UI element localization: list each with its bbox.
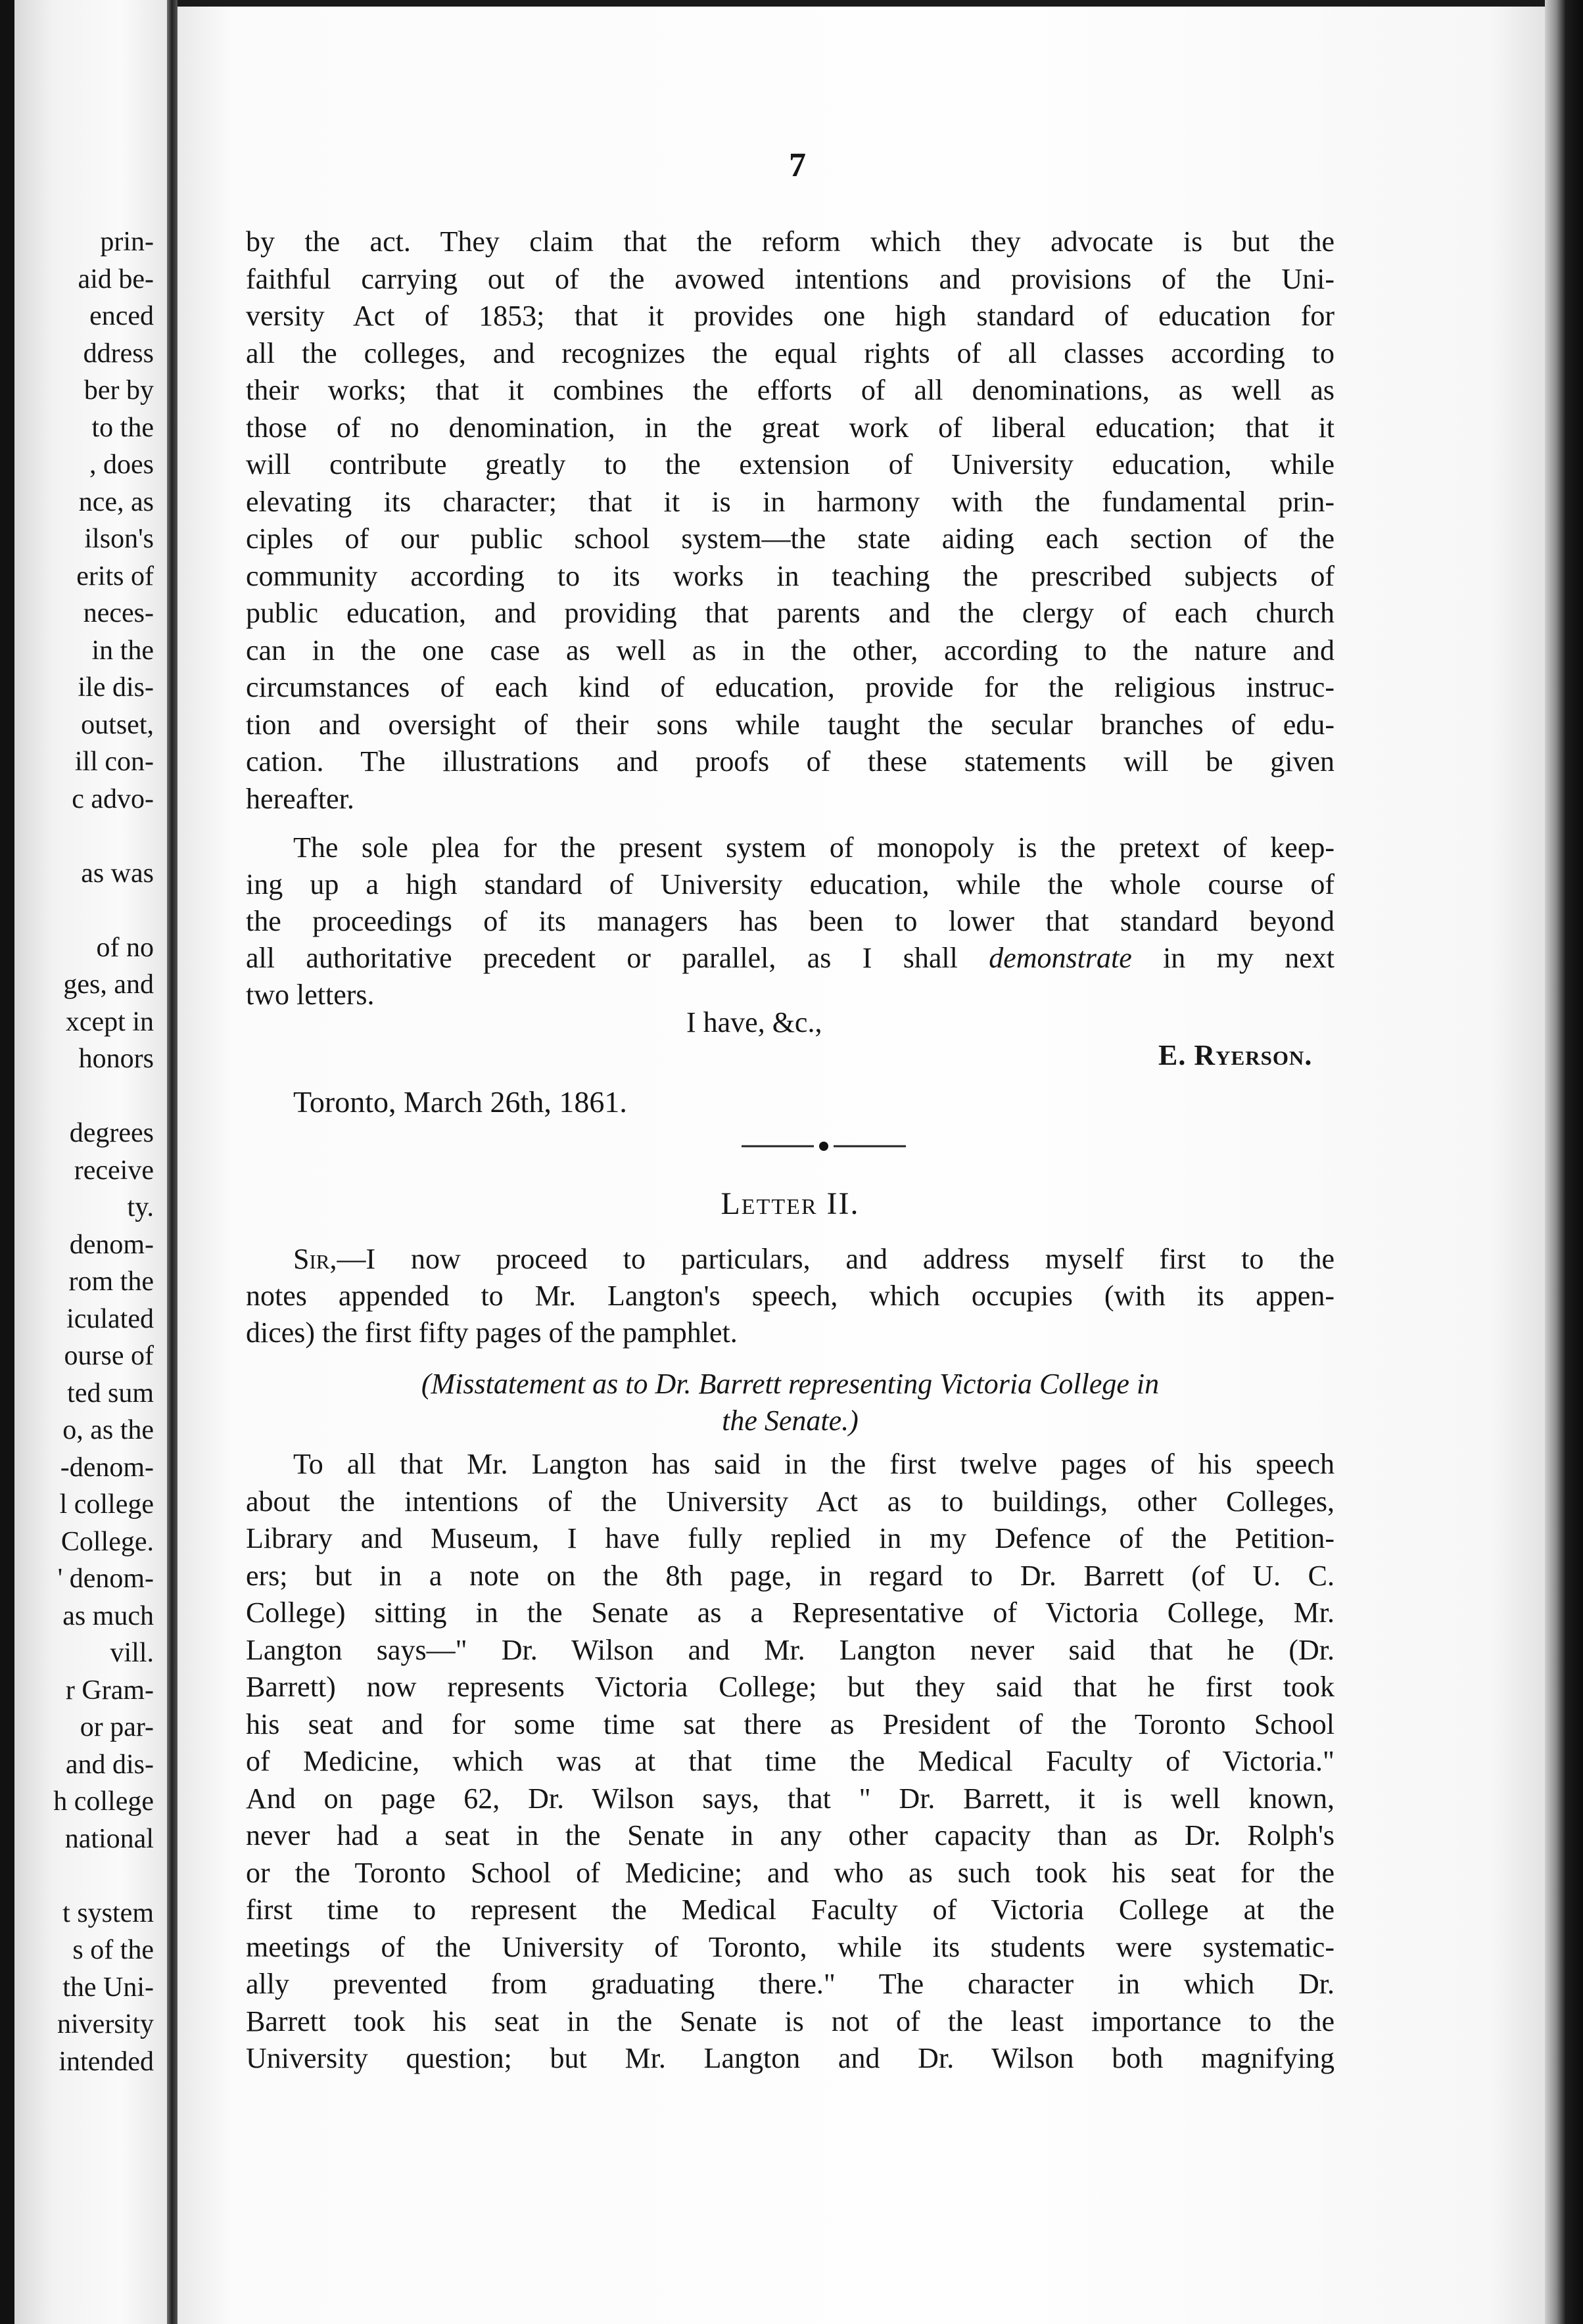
left-page-text-fragment: ourse of <box>64 1341 154 1371</box>
paragraph-2-line: two letters. <box>246 979 375 1011</box>
paragraph-1-line: all the colleges, and recognizes the equal rights of all classes according to <box>246 337 1335 369</box>
left-page-text-fragment: ty. <box>127 1192 154 1222</box>
paragraph-2-line: The sole plea for the present system of monopoly is the pretext of keep- <box>293 831 1335 864</box>
paragraph-4-line: first time to represent the Medical Faculty of Victoria College at the <box>246 1894 1335 1926</box>
paragraph-3-line: dices) the first fifty pages of the pamphlet. <box>246 1316 738 1349</box>
left-page-text-fragment: xcept in <box>65 1007 154 1037</box>
paragraph-1-line: faithful carrying out of the avowed intentions and provisions of the Uni- <box>246 263 1335 295</box>
section-divider-ornament <box>742 1140 906 1153</box>
left-page-text-fragment: nce, as <box>78 487 154 517</box>
paragraph-1-line: versity Act of 1853; that it provides one high standard of education for <box>246 300 1335 332</box>
left-page-text-fragment: as was <box>81 858 154 889</box>
closing-salutation: I have, &c., <box>686 1006 822 1038</box>
scan-border-top <box>177 0 1583 7</box>
salutation: Sir, <box>293 1243 337 1275</box>
left-page-text-fragment: ted sum <box>67 1378 154 1408</box>
paragraph-4-line: never had a seat in the Senate in any other capacity than as Dr. Rolph's <box>246 1819 1335 1851</box>
left-page-text-fragment <box>154 1078 167 1115</box>
left-page-text-fragment: o, as the <box>62 1415 154 1445</box>
subheading-line: the Senate.) <box>722 1405 859 1437</box>
heading-rest: etter II. <box>741 1186 860 1221</box>
paragraph-4-line: ers; but in a note on the 8th page, in regard to Dr. Barrett (of U. C. <box>246 1560 1335 1592</box>
left-page-text-fragment: ddress <box>83 338 154 369</box>
paragraph-4-line: Langton says—" Dr. Wilson and Mr. Langton never said that he (Dr. <box>246 1634 1335 1666</box>
paragraph-1-line: cation. The illustrations and proofs of these statements will be given <box>246 745 1335 778</box>
heading-initial: L <box>721 1186 742 1221</box>
left-page-text-fragment: neces- <box>83 598 154 628</box>
left-page-text-fragment: -denom- <box>60 1452 154 1483</box>
left-page-text-fragment: niversity <box>57 2009 154 2039</box>
left-page-text-fragment: t system <box>62 1898 154 1928</box>
left-page-text-fragment: , does <box>89 450 154 480</box>
left-page-text-fragment: ilson's <box>84 524 154 554</box>
paragraph-4-line: Barrett took his seat in the Senate is not of the least importance to the <box>246 2005 1335 2037</box>
paragraph-4-line: Barrett) now represents Victoria College; but they said that he first took <box>246 1671 1335 1703</box>
paragraph-1-line: community according to its works in teaching the prescribed subjects of <box>246 560 1335 592</box>
left-page-text-fragment: honors <box>78 1044 154 1074</box>
paragraph-1-line: by the act. They claim that the reform which they advocate is but the <box>246 225 1335 258</box>
left-page-text-fragment: enced <box>89 301 154 331</box>
paragraph-2-line: the proceedings of its managers has been to lower that standard beyond <box>246 905 1335 937</box>
letter-heading <box>246 1186 1335 1222</box>
paragraph-1-line: tion and oversight of their sons while taught the secular branches of edu- <box>246 709 1335 741</box>
paragraph-1-line: will contribute greatly to the extension of University education, while <box>246 448 1335 480</box>
paragraph-4-line: or the Toronto School of Medicine; and who as such took his seat for the <box>246 1857 1335 1889</box>
paragraph-3-line: notes appended to Mr. Langton's speech, which occupies (with its appen- <box>246 1280 1335 1312</box>
paragraph-1-line: those of no denomination, in the great work of liberal education; that it <box>246 411 1335 444</box>
paragraph-1-line: public education, and providing that parents and the clergy of each church <box>246 597 1335 629</box>
paragraph-4-line: his seat and for some time sat there as President of the Toronto School <box>246 1708 1335 1740</box>
paragraph-4-line: University question; but Mr. Langton and Dr. Wilson both magnifying <box>246 2042 1335 2074</box>
left-page-text-fragment: l college <box>59 1489 154 1520</box>
subheading-line: (Misstatement as to Dr. Barrett representing Victoria College in <box>421 1368 1160 1400</box>
page-number: 7 <box>789 147 806 184</box>
scan-border-right <box>1545 0 1583 2324</box>
left-page-text-fragment <box>154 818 167 854</box>
signature-initial: E. R <box>1158 1039 1216 1071</box>
paragraph-4-line: And on page 62, Dr. Wilson says, that " Dr. Barrett, it is well known, <box>246 1782 1335 1815</box>
left-page-text-fragment: in the <box>91 636 154 666</box>
left-page-text-fragment: prin- <box>100 227 154 257</box>
left-page-text-fragment: intended <box>59 2047 154 2077</box>
date-line: Toronto, March 26th, 1861. <box>293 1085 627 1119</box>
paragraph-2-line <box>246 940 1335 977</box>
paragraph-4-line: Library and Museum, I have fully replied in my Defence of the Petition- <box>246 1522 1335 1554</box>
paragraph-1-line: elevating its character; that it is in harmony with the fundamental prin- <box>246 486 1335 518</box>
left-page-text-fragment: h college <box>53 1786 154 1817</box>
left-page-text-fragment: rom the <box>68 1267 154 1297</box>
paragraph-1-line: their works; that it combines the efforts of all denominations, as well as <box>246 374 1335 406</box>
signature <box>1158 1038 1312 1072</box>
left-page-text-fragment: ber by <box>83 375 154 406</box>
left-page-text-fragment: aid be- <box>78 264 154 294</box>
left-page-text-fragment: iculated <box>66 1304 154 1334</box>
left-page-text-fragment: denom- <box>69 1230 154 1260</box>
left-page-text-fragment: to the <box>91 413 154 443</box>
paragraph-1-line: hereafter. <box>246 783 354 815</box>
paragraph-3-line <box>293 1241 1335 1278</box>
left-page-text-fragment: s of the <box>72 1935 154 1965</box>
scan-border-left <box>0 0 14 2324</box>
emphasized-word: demonstrate <box>989 942 1132 974</box>
left-page-text-fragment: ges, and <box>63 969 154 1000</box>
text-run: —I now proceed to particulars, and address myself first to the <box>337 1243 1335 1275</box>
left-page-text-fragment: erits of <box>76 561 154 592</box>
paragraph-1-line: circumstances of each kind of education, provide for the religious instruc- <box>246 671 1335 703</box>
left-page-text-fragment: as much <box>62 1601 154 1631</box>
book-gutter <box>167 0 177 2324</box>
left-page-text-fragment <box>154 1857 167 1894</box>
paragraph-4-line: about the intentions of the University Act as to buildings, other Colleges, <box>246 1485 1335 1518</box>
left-page-text-fragment: receive <box>74 1155 154 1186</box>
left-page-text-fragment: or par- <box>80 1712 154 1742</box>
left-page-text-fragment: ' denom- <box>57 1564 154 1594</box>
left-page-text-fragment: c advo- <box>72 784 154 814</box>
left-page-text-fragment: degrees <box>69 1118 154 1148</box>
left-page-text-fragment: ill con- <box>74 747 154 777</box>
signature-rest: yerson. <box>1216 1039 1313 1071</box>
text-run: in my next <box>1131 942 1335 974</box>
left-page-text-fragment: r Gram- <box>65 1675 154 1706</box>
left-page-text-fragment: outset, <box>81 710 154 740</box>
paragraph-1-line: can in the one case as well as in the other, according to the nature and <box>246 634 1335 666</box>
paragraph-4-line: ally prevented from graduating there." The character in which Dr. <box>246 1968 1335 2000</box>
left-page-text-fragment: and dis- <box>65 1750 154 1780</box>
left-page-text-fragment: national <box>64 1824 154 1854</box>
left-page-text-fragment <box>154 892 167 929</box>
left-page-text-fragment: the Uni- <box>62 1972 154 2003</box>
left-page-text-fragment: of no <box>96 933 154 963</box>
left-page-text-fragment: vill. <box>110 1638 154 1668</box>
left-page-text-fragment: ile dis- <box>78 672 154 703</box>
paragraph-4-line: meetings of the University of Toronto, while its students were systematic- <box>246 1931 1335 1963</box>
paragraph-4-line: of Medicine, which was at that time the Medical Faculty of Victoria." <box>246 1745 1335 1777</box>
paragraph-4-line: College) sitting in the Senate as a Representative of Victoria College, Mr. <box>246 1596 1335 1629</box>
paragraph-2-line: ing up a high standard of University education, while the whole course of <box>246 868 1335 900</box>
paragraph-1-line: ciples of our public school system—the state aiding each section of the <box>246 523 1335 555</box>
divider-dot <box>819 1142 828 1151</box>
paragraph-4-line: To all that Mr. Langton has said in the first twelve pages of his speech <box>293 1448 1335 1480</box>
left-page-text-fragment: College. <box>60 1527 154 1557</box>
text-run: all authoritative precedent or parallel, as I shall <box>246 942 989 974</box>
left-page-fragment <box>14 0 167 2324</box>
